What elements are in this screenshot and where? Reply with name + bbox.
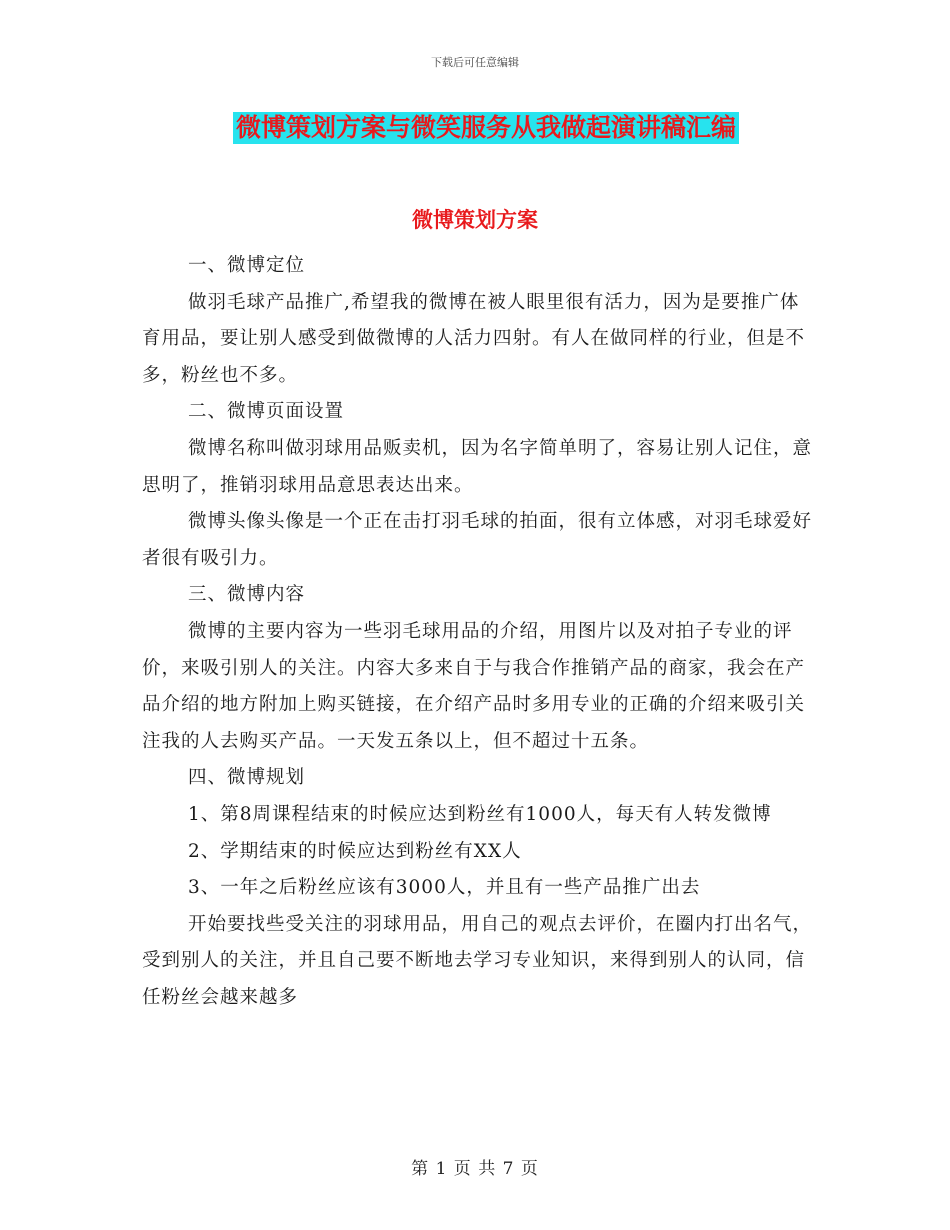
paragraph: 微博的主要内容为一些羽毛球用品的介绍，用图片以及对拍子专业的评价，来吸引别人的关注。内容大多来自于与我合作推销产品的商家，我会在产品介绍的地方附加上购买链接，在介绍产品时多用专业的正确的介绍来吸引关注我的人去购买产品。一天发五条以上，但不超过十五条。 bbox=[142, 620, 806, 752]
list-item: 3、一年之后粉丝应该有3000人，并且有一些产品推广出去 bbox=[188, 877, 701, 899]
heading-planning: 四、微博规划 bbox=[188, 767, 306, 789]
list-item: 1、第8周课程结束的时候应达到粉丝有1000人，每天有人转发微博 bbox=[188, 803, 772, 825]
paragraph: 微博名称叫做羽球用品贩卖机，因为名字简单明了，容易让别人记住，意思明了，推销羽球用品意思表达出来。 bbox=[142, 437, 813, 496]
heading-content: 三、微博内容 bbox=[188, 584, 306, 606]
paragraph: 开始要找些受关注的羽球用品，用自己的观点去评价，在圈内打出名气，受到别人的关注，并且自己要不断地去学习专业知识，来得到别人的认同，信任粉丝会越来越多 bbox=[142, 913, 813, 1008]
paragraph: 做羽毛球产品推广,希望我的微博在被人眼里很有活力，因为是要推广体育用品，要让别人感受到做微博的人活力四射。有人在做同样的行业，但是不多，粉丝也不多。 bbox=[142, 291, 806, 386]
section-title: 微博策划方案 bbox=[412, 208, 538, 232]
heading-page-settings: 二、微博页面设置 bbox=[188, 401, 345, 423]
document-body bbox=[142, 248, 812, 1016]
header-note: 下载后可任意编辑 bbox=[431, 56, 519, 69]
document-title: 微博策划方案与微笑服务从我做起演讲稿汇编 bbox=[233, 112, 739, 144]
paragraph: 微博头像头像是一个正在击打羽毛球的拍面，很有立体感，对羽毛球爱好者很有吸引力。 bbox=[142, 511, 813, 569]
list-item: 2、学期结束的时候应达到粉丝有XX人 bbox=[188, 840, 522, 862]
heading-positioning: 一、微博定位 bbox=[188, 255, 306, 276]
page-number: 第 1 页 共 7 页 bbox=[411, 1159, 539, 1179]
